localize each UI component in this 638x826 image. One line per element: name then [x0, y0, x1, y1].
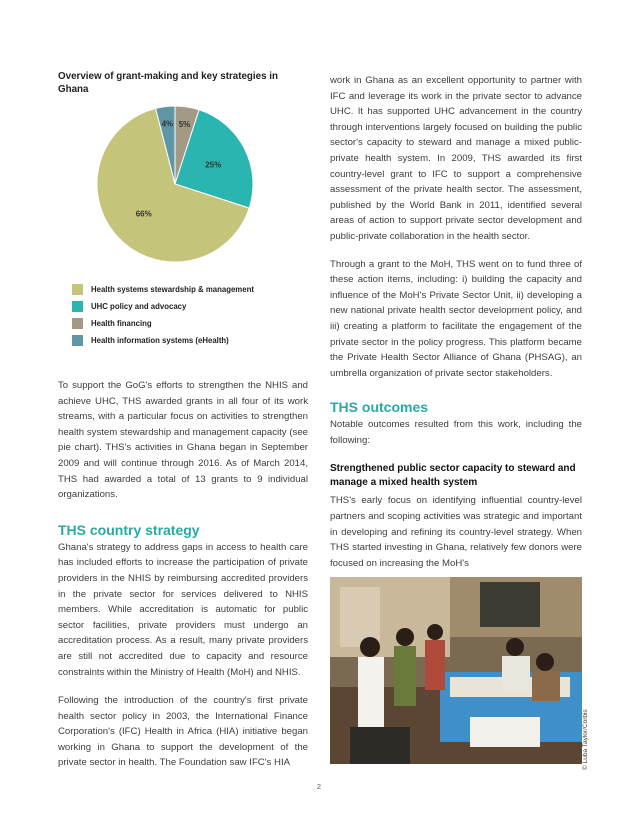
- outcome-paragraph: THS's early focus on identifying influential country-level partners and scoping activities was strategic and important in developing and refining its country-level strategy. When THS started investing in Ghana, relatively few donors were focused on increasing the MoH's: [330, 495, 582, 569]
- legend-swatch: [72, 284, 83, 295]
- legend-label: Health systems stewardship & management: [91, 285, 254, 294]
- right-column: [330, 73, 582, 571]
- legend-label: UHC policy and advocacy: [91, 302, 187, 311]
- outcomes-intro: Notable outcomes resulted from this work, including the following:: [330, 419, 582, 446]
- outcome-subheading: Strengthened public sector capacity to steward and manage a mixed health system: [330, 463, 576, 489]
- legend-label: Health financing: [91, 319, 152, 328]
- clinic-photo: [330, 577, 582, 764]
- legend-swatch: [72, 318, 83, 329]
- legend-swatch: [72, 301, 83, 312]
- ifc-continued-paragraph: work in Ghana as an excellent opportunity to partner with IFC and leverage its work in the private sector to advance UHC. It has supported UHC advancement in the country through interventions largely focused on building the public sector's capacity to steward and manage a mixed public-private health system. In 2009, THS awarded its first country-level grant to IFC to support a comprehensive assessment of the private health sector. The assessment, published by the World Bank in 2011, identified several areas of action to support private sector development and public-private collaboration in the health sector.: [330, 75, 582, 242]
- chart-title: Overview of grant-making and key strategies in Ghana: [58, 71, 278, 95]
- ifc-paragraph: Following the introduction of the country's first private health sector policy in 2003, the International Finance Corporation's (IFC) Health in Africa (HIA) initiative began working in Ghana to support the development of the private sector in health. The Foundation saw IFC's HIA: [58, 695, 308, 769]
- moh-grant-paragraph: Through a grant to the MoH, THS went on to fund three of these action items, including: i) building the capacity and influence of the MoH's Private Sector Unit, ii) developing a new national private health sector development policy, and iii) creating a platform to facilitate the engagement of the private sector in the policy progress. This platform became the Private Health Sector Alliance of Ghana (PHSAG), an umbrella organization of private sector stakeholders.: [330, 258, 582, 379]
- chart-legend: [72, 281, 254, 349]
- left-column: [58, 378, 308, 771]
- page-number: 2: [316, 782, 322, 791]
- legend-item: [72, 298, 254, 315]
- section-heading-outcomes: THS outcomes: [330, 399, 429, 416]
- country-strategy-paragraph: Ghana's strategy to address gaps in access to health care has included efforts to increase the participation of private providers in the NHIS by reimbursing accredited providers in the private sector for services delivered to NHIS members. While accreditation is automatic for public sector facilities, private providers must undergo an accreditation process. As a result, many private providers are still not accredited due to capacity and resource constraints within the Ministry of Health (MoH) and NHIS.: [58, 541, 308, 678]
- pie-slice-label: 5%: [178, 119, 191, 129]
- legend-item: [72, 332, 254, 349]
- pie-chart: [80, 104, 270, 264]
- legend-item: [72, 315, 254, 332]
- legend-label: Health information systems (eHealth): [91, 336, 229, 345]
- intro-paragraph: To support the GoG's efforts to strengthen the NHIS and achieve UHC, THS awarded grants in all four of its work streams, with a particular focus on activities to strengthen health system stewardship and management capacity (see pie chart). THS's activities in Ghana began in September 2009 and will continue through 2016. As of March 2014, THS had awarded a total of 13 grants to 9 individual organizations.: [58, 380, 308, 501]
- photo-credit: [582, 690, 596, 770]
- pie-slice-label: 25%: [205, 160, 222, 170]
- section-heading-country-strategy: THS country strategy: [58, 521, 200, 538]
- legend-swatch: [72, 335, 83, 346]
- photo-credit-text: © Luba Taylor/Corbis: [582, 709, 589, 770]
- pie-slice-label: 4%: [161, 119, 174, 129]
- pie-slice-label: 66%: [135, 209, 152, 219]
- legend-item: [72, 281, 254, 298]
